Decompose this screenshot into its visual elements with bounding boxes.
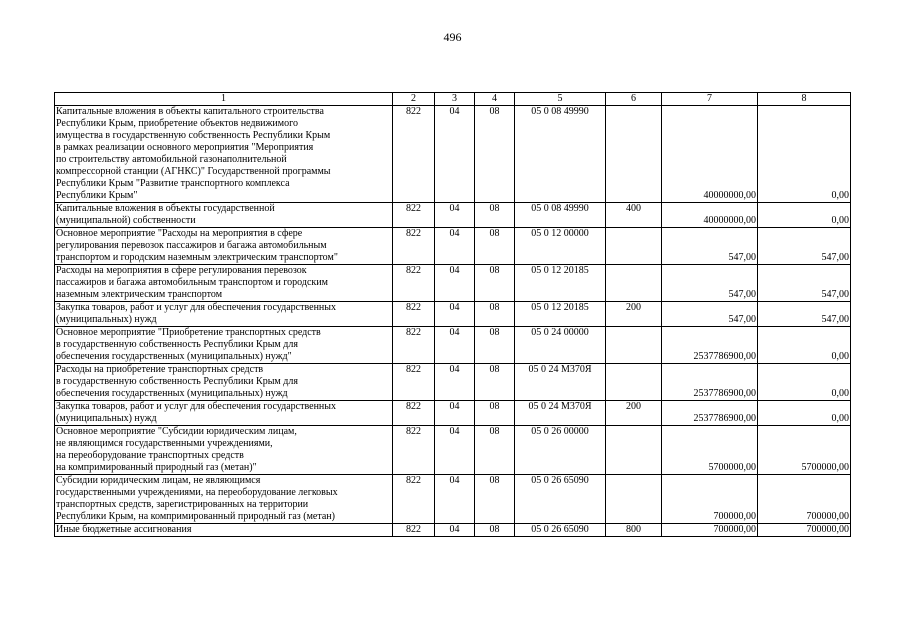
item-name-cell: Закупка товаров, работ и услуг для обеспечения государственных (муниципальных) нужд (55, 401, 393, 426)
table-row (55, 302, 851, 327)
table-row (55, 265, 851, 302)
ministry-code-cell: 822 (393, 106, 435, 203)
amount-year-1-cell: 700000,00 (662, 524, 758, 537)
subsection-code-cell: 08 (475, 327, 515, 364)
target-article-cell: 05 0 26 65090 (515, 475, 606, 524)
amount-year-1-cell: 547,00 (662, 228, 758, 265)
expense-type-cell (606, 228, 662, 265)
section-code-cell: 04 (435, 106, 475, 203)
amount-year-1-cell: 5700000,00 (662, 426, 758, 475)
target-article-cell: 05 0 08 49990 (515, 106, 606, 203)
section-code-cell: 04 (435, 203, 475, 228)
expense-type-cell (606, 475, 662, 524)
table-row (55, 228, 851, 265)
item-name-cell: Капитальные вложения в объекты государственной (муниципальной) собственности (55, 203, 393, 228)
table-row (55, 106, 851, 203)
table-row (55, 475, 851, 524)
ministry-code-cell: 822 (393, 228, 435, 265)
amount-year-2-cell: 547,00 (758, 265, 851, 302)
header-cell-5: 5 (515, 93, 606, 106)
ministry-code-cell: 822 (393, 364, 435, 401)
expense-type-cell (606, 327, 662, 364)
ministry-code-cell: 822 (393, 401, 435, 426)
amount-year-2-cell: 547,00 (758, 228, 851, 265)
subsection-code-cell: 08 (475, 302, 515, 327)
expense-type-cell: 200 (606, 302, 662, 327)
amount-year-1-cell: 2537786900,00 (662, 364, 758, 401)
subsection-code-cell: 08 (475, 203, 515, 228)
header-cell-3: 3 (435, 93, 475, 106)
amount-year-2-cell: 547,00 (758, 302, 851, 327)
target-article-cell: 05 0 24 М370Я (515, 364, 606, 401)
amount-year-1-cell: 547,00 (662, 265, 758, 302)
budget-table (54, 92, 851, 537)
section-code-cell: 04 (435, 302, 475, 327)
table-row (55, 524, 851, 537)
section-code-cell: 04 (435, 327, 475, 364)
section-code-cell: 04 (435, 265, 475, 302)
ministry-code-cell: 822 (393, 203, 435, 228)
expense-type-cell (606, 265, 662, 302)
target-article-cell: 05 0 08 49990 (515, 203, 606, 228)
item-name-cell: Расходы на мероприятия в сфере регулирования перевозок пассажиров и багажа автомобильным транспортом и городским наземным электрическим транспортом (55, 265, 393, 302)
expense-type-cell: 400 (606, 203, 662, 228)
amount-year-2-cell: 700000,00 (758, 524, 851, 537)
amount-year-2-cell: 700000,00 (758, 475, 851, 524)
ministry-code-cell: 822 (393, 265, 435, 302)
section-code-cell: 04 (435, 475, 475, 524)
expense-type-cell: 200 (606, 401, 662, 426)
header-cell-4: 4 (475, 93, 515, 106)
target-article-cell: 05 0 12 00000 (515, 228, 606, 265)
amount-year-2-cell: 0,00 (758, 203, 851, 228)
ministry-code-cell: 822 (393, 426, 435, 475)
section-code-cell: 04 (435, 426, 475, 475)
expense-type-cell (606, 106, 662, 203)
ministry-code-cell: 822 (393, 327, 435, 364)
target-article-cell: 05 0 26 00000 (515, 426, 606, 475)
table-row (55, 364, 851, 401)
item-name-cell: Иные бюджетные ассигнования (55, 524, 393, 537)
section-code-cell: 04 (435, 364, 475, 401)
amount-year-2-cell: 0,00 (758, 327, 851, 364)
header-cell-1: 1 (55, 93, 393, 106)
target-article-cell: 05 0 12 20185 (515, 265, 606, 302)
subsection-code-cell: 08 (475, 475, 515, 524)
section-code-cell: 04 (435, 228, 475, 265)
subsection-code-cell: 08 (475, 265, 515, 302)
amount-year-1-cell: 2537786900,00 (662, 401, 758, 426)
item-name-cell: Субсидии юридическим лицам, не являющимся государственными учреждениями, на переоборудование легковых транспортных средств, зарегистрированных на территории Республики Крым, на компримированный природный газ (метан) (55, 475, 393, 524)
subsection-code-cell: 08 (475, 364, 515, 401)
amount-year-1-cell: 40000000,00 (662, 106, 758, 203)
subsection-code-cell: 08 (475, 524, 515, 537)
target-article-cell: 05 0 24 00000 (515, 327, 606, 364)
table-row (55, 426, 851, 475)
item-name-cell: Закупка товаров, работ и услуг для обеспечения государственных (муниципальных) нужд (55, 302, 393, 327)
target-article-cell: 05 0 12 20185 (515, 302, 606, 327)
header-cell-8: 8 (758, 93, 851, 106)
table-row (55, 203, 851, 228)
item-name-cell: Основное мероприятие "Субсидии юридическим лицам, не являющимся государственными учреждениями, на переоборудование транспортных средств на компримированный природный газ (метан)" (55, 426, 393, 475)
section-code-cell: 04 (435, 401, 475, 426)
target-article-cell: 05 0 26 65090 (515, 524, 606, 537)
item-name-cell: Капитальные вложения в объекты капитального строительства Республики Крым, приобретение объектов недвижимого имущества в государственную собственность Республики Крым в рамках реализации основного мероприятия "Мероприятия по строительству автомобильной газонаполнительной компрессорной станции (АГНКС)" Государственной программы Республики Крым "Развитие транспортного комплекса Республики Крым" (55, 106, 393, 203)
subsection-code-cell: 08 (475, 401, 515, 426)
amount-year-1-cell: 2537786900,00 (662, 327, 758, 364)
ministry-code-cell: 822 (393, 475, 435, 524)
header-cell-7: 7 (662, 93, 758, 106)
subsection-code-cell: 08 (475, 106, 515, 203)
amount-year-1-cell: 700000,00 (662, 475, 758, 524)
item-name-cell: Расходы на приобретение транспортных средств в государственную собственность Республики Крым для обеспечения государственных (муниципальных) нужд (55, 364, 393, 401)
amount-year-1-cell: 547,00 (662, 302, 758, 327)
section-code-cell: 04 (435, 524, 475, 537)
amount-year-2-cell: 0,00 (758, 401, 851, 426)
target-article-cell: 05 0 24 М370Я (515, 401, 606, 426)
ministry-code-cell: 822 (393, 302, 435, 327)
item-name-cell: Основное мероприятие "Расходы на мероприятия в сфере регулирования перевозок пассажиров и багажа автомобильным транспортом и городским наземным электрическим транспортом" (55, 228, 393, 265)
amount-year-1-cell: 40000000,00 (662, 203, 758, 228)
expense-type-cell (606, 364, 662, 401)
table-row (55, 401, 851, 426)
page-number: 496 (443, 30, 462, 44)
amount-year-2-cell: 0,00 (758, 364, 851, 401)
subsection-code-cell: 08 (475, 228, 515, 265)
item-name-cell: Основное мероприятие "Приобретение транспортных средств в государственную собственность Республики Крым для обеспечения государственных (муниципальных) нужд" (55, 327, 393, 364)
subsection-code-cell: 08 (475, 426, 515, 475)
amount-year-2-cell: 0,00 (758, 106, 851, 203)
header-cell-2: 2 (393, 93, 435, 106)
table-header-row (55, 93, 851, 106)
expense-type-cell (606, 426, 662, 475)
ministry-code-cell: 822 (393, 524, 435, 537)
table-row (55, 327, 851, 364)
header-cell-6: 6 (606, 93, 662, 106)
expense-type-cell: 800 (606, 524, 662, 537)
amount-year-2-cell: 5700000,00 (758, 426, 851, 475)
